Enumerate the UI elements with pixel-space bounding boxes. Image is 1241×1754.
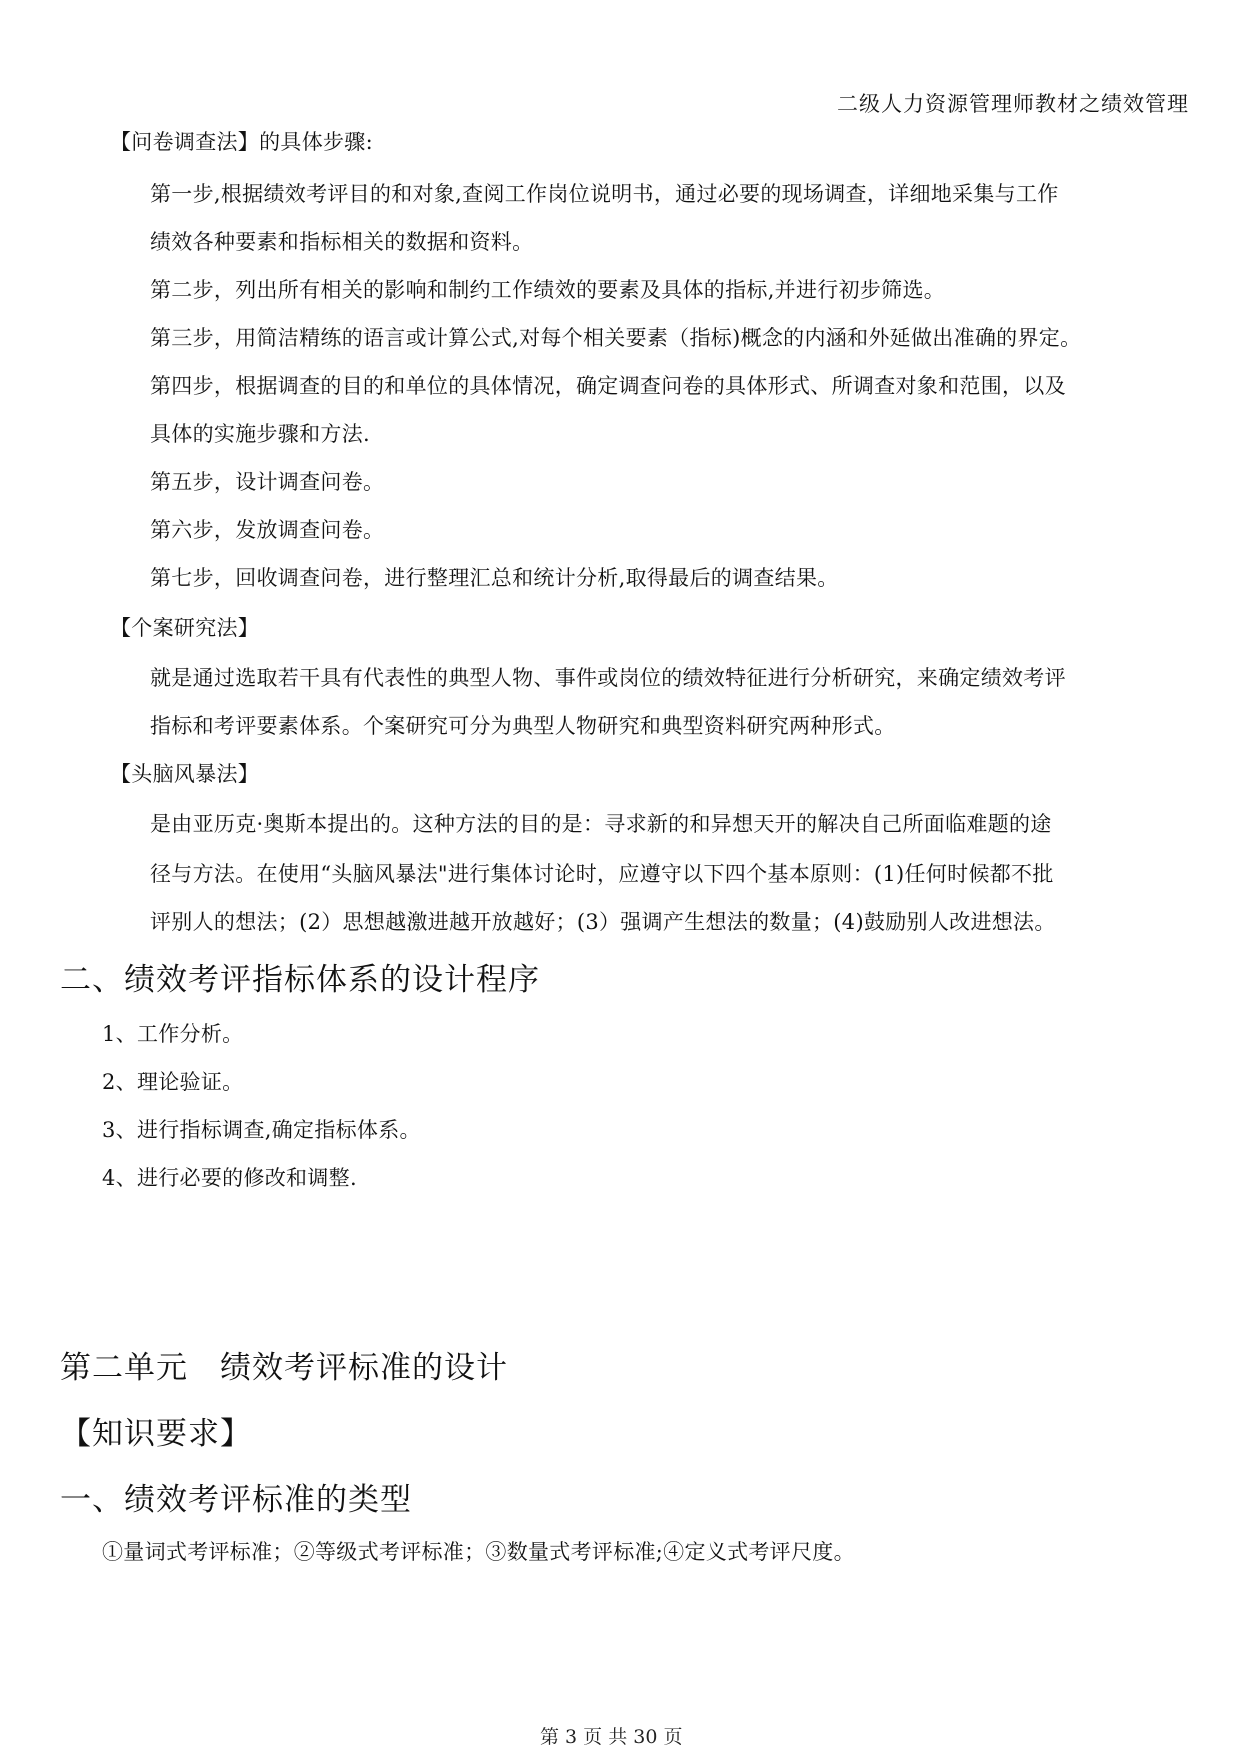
paragraph-line: 就是通过选取若干具有代表性的典型人物、事件或岗位的绩效特征进行分析研究，来确定绩效考评 bbox=[150, 666, 1066, 690]
paragraph-line: 第七步，回收调查问卷，进行整理汇总和统计分析,取得最后的调查结果。 bbox=[150, 566, 839, 590]
list-item: 3、进行指标调查,确定指标体系。 bbox=[102, 1118, 421, 1142]
paragraph-line: 是由亚历克·奥斯本提出的。这种方法的目的是：寻求新的和异想天开的解决自己所面临难题的途 bbox=[150, 812, 1052, 836]
list-item: 1、工作分析。 bbox=[102, 1022, 244, 1046]
section-heading: 一、绩效考评标准的类型 bbox=[60, 1482, 412, 1518]
questionnaire-heading: 【问卷调查法】的具体步骤: bbox=[110, 130, 373, 154]
paragraph-line: 评别人的想法；(2）思想越激进越开放越好；(3）强调产生想法的数量；(4)鼓励别人改进想法。 bbox=[150, 910, 1056, 934]
paragraph-line: 指标和考评要素体系。个案研究可分为典型人物研究和典型资料研究两种形式。 bbox=[150, 714, 896, 738]
paragraph-line: 径与方法。在使用“头脑风暴法"进行集体讨论时，应遵守以下四个基本原则：(1)任何时候都不批 bbox=[150, 862, 1054, 886]
paragraph-line: 第一步,根据绩效考评目的和对象,查阅工作岗位说明书，通过必要的现场调查，详细地采集与工作 bbox=[150, 182, 1059, 206]
running-header: 二级人力资源管理师教材之绩效管理 bbox=[837, 92, 1189, 116]
knowledge-heading: 【知识要求】 bbox=[60, 1416, 252, 1452]
paragraph-line: 绩效各种要素和指标相关的数据和资料。 bbox=[150, 230, 534, 254]
paragraph-line: 第四步，根据调查的目的和单位的具体情况，确定调查问卷的具体形式、所调查对象和范围，以及 bbox=[150, 374, 1066, 398]
paragraph-line: 具体的实施步骤和方法. bbox=[150, 422, 370, 446]
unit-title: 第二单元 绩效考评标准的设计 bbox=[60, 1350, 508, 1386]
paragraph-line: 第二步，列出所有相关的影响和制约工作绩效的要素及具体的指标,并进行初步筛选。 bbox=[150, 278, 946, 302]
paragraph-line: 第三步，用简洁精练的语言或计算公式,对每个相关要素（指标)概念的内涵和外延做出准确的界定。 bbox=[150, 326, 1082, 350]
paragraph-line: ①量词式考评标准；②等级式考评标准；③数量式考评标准;④定义式考评尺度。 bbox=[102, 1540, 855, 1564]
brainstorm-heading: 【头脑风暴法】 bbox=[110, 762, 260, 786]
paragraph-line: 第六步，发放调查问卷。 bbox=[150, 518, 385, 542]
section-heading: 二、绩效考评指标体系的设计程序 bbox=[60, 962, 540, 998]
list-item: 2、理论验证。 bbox=[102, 1070, 244, 1094]
list-item: 4、进行必要的修改和调整. bbox=[102, 1166, 357, 1190]
page-number: 第 3 页 共 30 页 bbox=[540, 1726, 683, 1748]
paragraph-line: 第五步，设计调查问卷。 bbox=[150, 470, 385, 494]
case-study-heading: 【个案研究法】 bbox=[110, 616, 260, 640]
